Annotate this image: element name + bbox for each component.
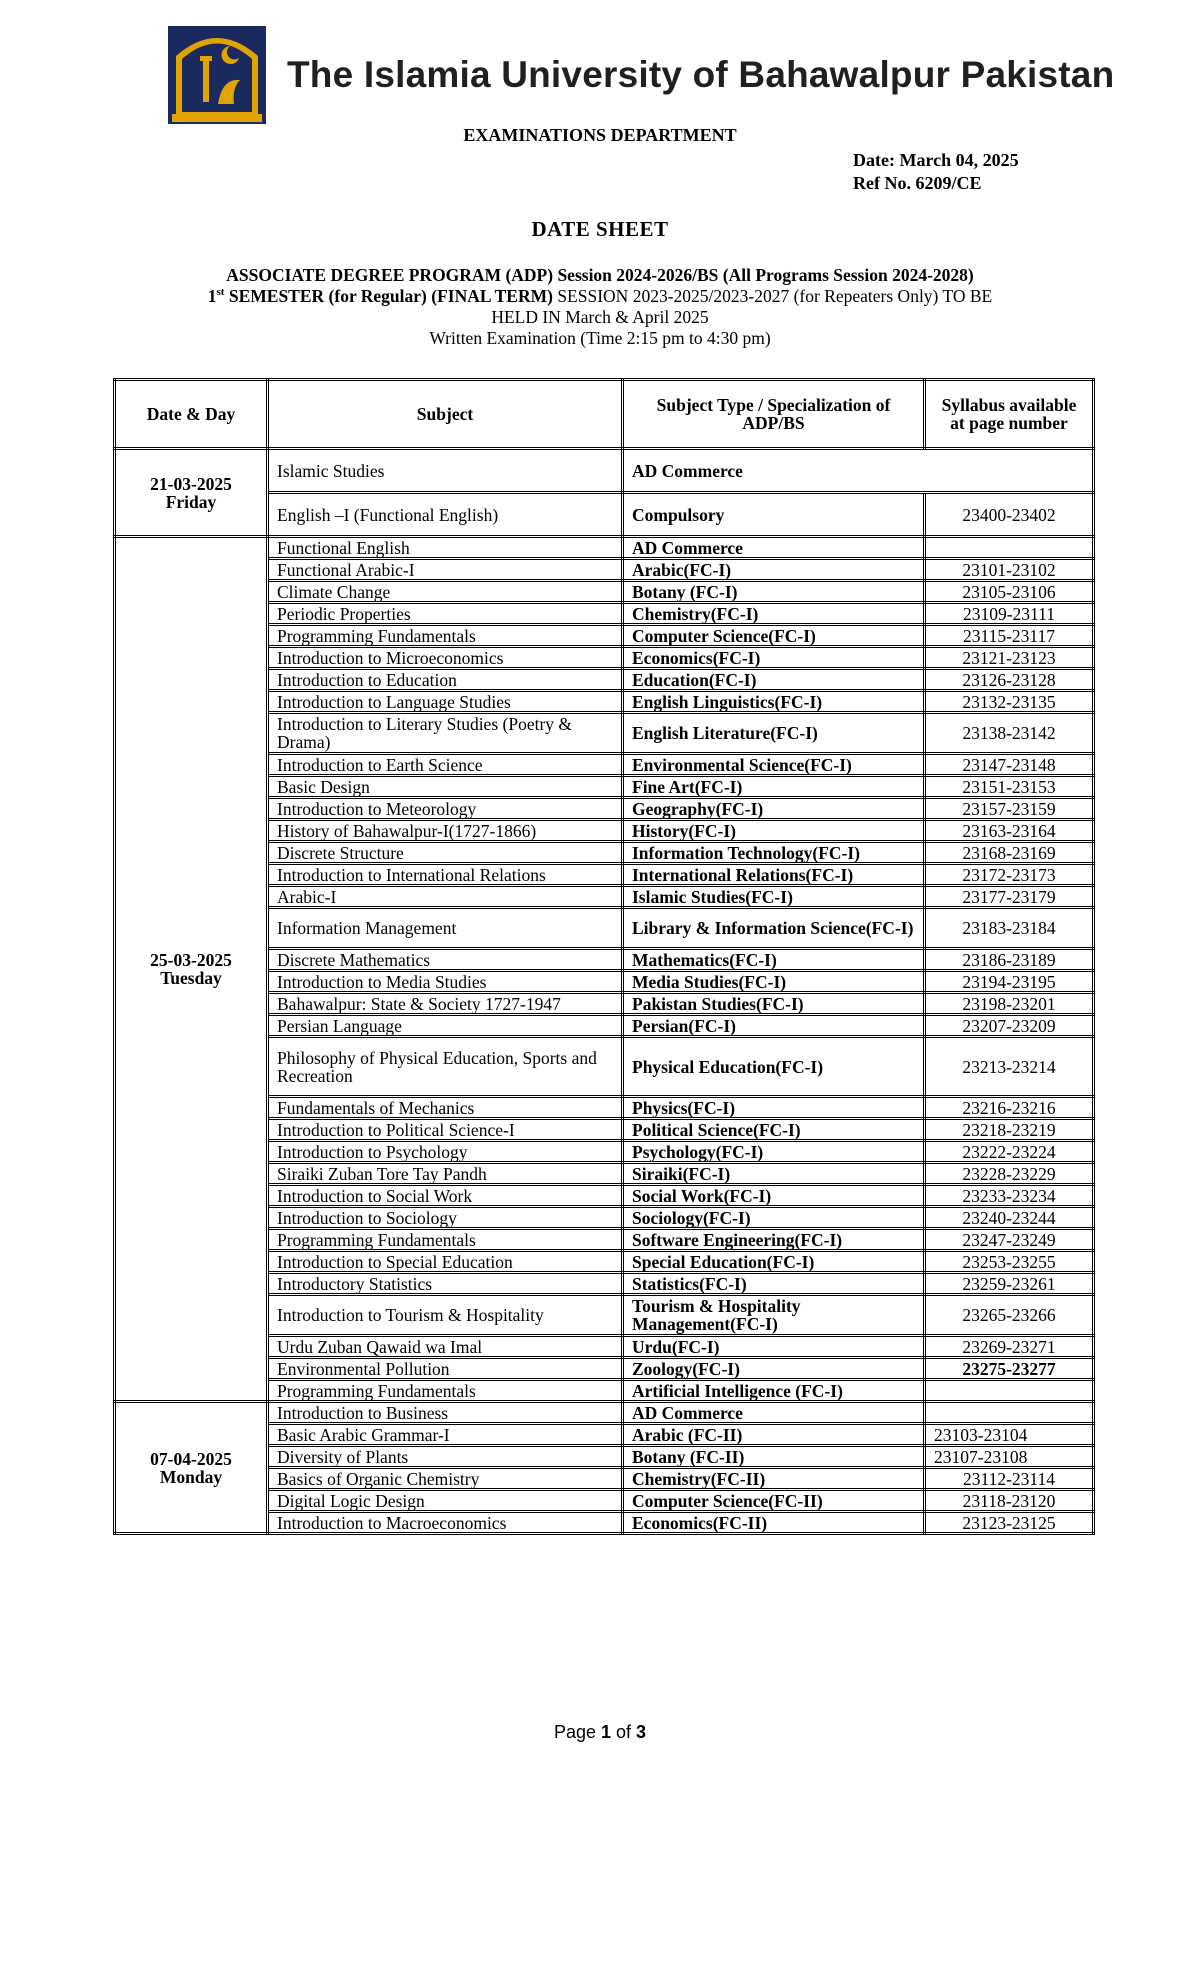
subject-cell: Basics of Organic Chemistry (268, 1468, 623, 1490)
syllabus-page-cell: 23103-23104 (925, 1424, 1094, 1446)
syllabus-page-cell: 23157-23159 (925, 798, 1094, 820)
subject-cell: Introduction to Media Studies (268, 971, 623, 993)
subject-type-cell: Environmental Science(FC-I) (623, 754, 925, 776)
exam-time: Written Examination (Time 2:15 pm to 4:30 pm) (429, 328, 771, 348)
exam-date-day (115, 537, 268, 1402)
subject-cell: Introduction to Political Science-I (268, 1119, 623, 1141)
program-line-3: HELD IN March & April 2025 (491, 307, 709, 327)
syllabus-page-cell (925, 537, 1094, 559)
page-title: DATE SHEET (531, 217, 669, 241)
syllabus-page-cell: 23265-23266 (925, 1295, 1094, 1336)
subject-cell: Siraiki Zuban Tore Tay Pandh (268, 1163, 623, 1185)
subject-type-cell: Computer Science(FC-I) (623, 625, 925, 647)
syllabus-page-cell: 23147-23148 (925, 754, 1094, 776)
syllabus-page-cell: 23168-23169 (925, 842, 1094, 864)
subject-cell: Introduction to Language Studies (268, 691, 623, 713)
subject-type-cell: AD Commerce (623, 449, 1094, 493)
exam-date: 25-03-2025 (150, 950, 232, 970)
date-sheet-table (113, 378, 1095, 1535)
subject-type-cell: English Linguistics(FC-I) (623, 691, 925, 713)
subject-cell: Introduction to Psychology (268, 1141, 623, 1163)
subject-type-cell: Sociology(FC-I) (623, 1207, 925, 1229)
syllabus-page-cell: 23107-23108 (925, 1446, 1094, 1468)
subject-cell: Introduction to Special Education (268, 1251, 623, 1273)
subject-type-cell: Political Science(FC-I) (623, 1119, 925, 1141)
syllabus-page-cell: 23194-23195 (925, 971, 1094, 993)
exam-day: Monday (159, 1466, 223, 1487)
syllabus-page-cell: 23109-23111 (925, 603, 1094, 625)
subject-cell: Introduction to Sociology (268, 1207, 623, 1229)
subject-type-cell: Psychology(FC-I) (623, 1141, 925, 1163)
date-ref-block (853, 149, 1019, 195)
subject-cell: Islamic Studies (268, 449, 623, 493)
subject-type-cell: Economics(FC-I) (623, 647, 925, 669)
subject-cell: Urdu Zuban Qawaid wa Imal (268, 1336, 623, 1358)
syllabus-page-cell: 23275-23277 (925, 1358, 1094, 1380)
subject-type-cell: Media Studies(FC-I) (623, 971, 925, 993)
subject-type-cell: Botany (FC-II) (623, 1446, 925, 1468)
subject-type-cell: Mathematics(FC-I) (623, 949, 925, 971)
exam-day: Friday (165, 491, 217, 512)
table-row (115, 449, 1094, 493)
subject-cell: Periodic Properties (268, 603, 623, 625)
subject-cell: Introduction to Tourism & Hospitality (268, 1295, 623, 1336)
syllabus-page-cell: 23132-23135 (925, 691, 1094, 713)
subject-cell: Information Management (268, 908, 623, 949)
syllabus-page-cell: 23151-23153 (925, 776, 1094, 798)
subject-type-cell: Tourism & Hospitality Management(FC-I) (623, 1295, 925, 1336)
program-description (120, 265, 1080, 349)
syllabus-page-cell: 23177-23179 (925, 886, 1094, 908)
subject-type-cell: Compulsory (623, 493, 925, 537)
subject-type-cell: Urdu(FC-I) (623, 1336, 925, 1358)
subject-cell: Basic Arabic Grammar-I (268, 1424, 623, 1446)
syllabus-page-cell (925, 1380, 1094, 1402)
subject-cell: Introduction to Meteorology (268, 798, 623, 820)
subject-type-cell: Special Education(FC-I) (623, 1251, 925, 1273)
subject-cell: Programming Fundamentals (268, 1229, 623, 1251)
subject-cell: Climate Change (268, 581, 623, 603)
syllabus-page-cell: 23183-23184 (925, 908, 1094, 949)
subject-type-cell: Software Engineering(FC-I) (623, 1229, 925, 1251)
syllabus-page-cell: 23213-23214 (925, 1037, 1094, 1097)
subject-cell: Fundamentals of Mechanics (268, 1097, 623, 1119)
syllabus-page-cell: 23115-23117 (925, 625, 1094, 647)
syllabus-page-cell: 23253-23255 (925, 1251, 1094, 1273)
subject-cell: Introduction to Earth Science (268, 754, 623, 776)
subject-type-cell: Chemistry(FC-II) (623, 1468, 925, 1490)
exam-day: Tuesday (160, 968, 222, 988)
table-header-row (115, 380, 1094, 449)
subject-cell: Introduction to Education (268, 669, 623, 691)
subject-cell: Programming Fundamentals (268, 1380, 623, 1402)
header-subject-type: Subject Type / Specialization of ADP/BS (623, 380, 925, 449)
subject-type-cell: English Literature(FC-I) (623, 713, 925, 754)
document-date: Date: March 04, 2025 (853, 150, 1019, 170)
program-line-1: ASSOCIATE DEGREE PROGRAM (ADP) Session 2024-2026/BS (All Programs Session 2024-2028) (226, 265, 974, 285)
university-crest-icon (168, 26, 266, 124)
syllabus-page-cell: 23269-23271 (925, 1336, 1094, 1358)
subject-type-cell: Library & Information Science(FC-I) (623, 908, 925, 949)
syllabus-page-cell: 23247-23249 (925, 1229, 1094, 1251)
subject-cell: Introduction to Macroeconomics (268, 1512, 623, 1534)
subject-cell: Functional Arabic-I (268, 559, 623, 581)
subject-cell: Introduction to Business (268, 1402, 623, 1424)
subject-type-cell: Chemistry(FC-I) (623, 603, 925, 625)
exam-date: 21-03-2025 (150, 473, 232, 494)
department-name: EXAMINATIONS DEPARTMENT (463, 125, 737, 145)
syllabus-page-cell: 23216-23216 (925, 1097, 1094, 1119)
subject-type-cell: AD Commerce (623, 1402, 925, 1424)
subject-cell: Discrete Mathematics (268, 949, 623, 971)
subject-type-cell: Pakistan Studies(FC-I) (623, 993, 925, 1015)
exam-date-day (115, 449, 268, 537)
subject-type-cell: Statistics(FC-I) (623, 1273, 925, 1295)
subject-cell: Philosophy of Physical Education, Sports and Recreation (268, 1037, 623, 1097)
header-syllabus-pages: Syllabus available at page number (925, 380, 1094, 449)
syllabus-page-cell: 23101-23102 (925, 559, 1094, 581)
subject-cell: Diversity of Plants (268, 1446, 623, 1468)
subject-type-cell: Computer Science(FC-II) (623, 1490, 925, 1512)
subject-type-cell: Information Technology(FC-I) (623, 842, 925, 864)
syllabus-page-cell: 23172-23173 (925, 864, 1094, 886)
subject-cell: Introduction to International Relations (268, 864, 623, 886)
subject-cell: English –I (Functional English) (268, 493, 623, 537)
syllabus-page-cell: 23198-23201 (925, 993, 1094, 1015)
header-date-day: Date & Day (115, 380, 268, 449)
syllabus-page-cell: 23400-23402 (925, 493, 1094, 537)
subject-type-cell: Arabic (FC-II) (623, 1424, 925, 1446)
document-header (0, 0, 1200, 241)
subject-type-cell: Zoology(FC-I) (623, 1358, 925, 1380)
syllabus-page-cell: 23163-23164 (925, 820, 1094, 842)
subject-cell: Digital Logic Design (268, 1490, 623, 1512)
syllabus-page-cell: 23207-23209 (925, 1015, 1094, 1037)
subject-cell: Programming Fundamentals (268, 625, 623, 647)
subject-type-cell: Social Work(FC-I) (623, 1185, 925, 1207)
subject-type-cell: AD Commerce (623, 537, 925, 559)
syllabus-page-cell: 23259-23261 (925, 1273, 1094, 1295)
subject-type-cell: Geography(FC-I) (623, 798, 925, 820)
syllabus-page-cell: 23105-23106 (925, 581, 1094, 603)
syllabus-page-cell: 23222-23224 (925, 1141, 1094, 1163)
subject-type-cell: Fine Art(FC-I) (623, 776, 925, 798)
subject-cell: Basic Design (268, 776, 623, 798)
header-subject: Subject (268, 380, 623, 449)
subject-type-cell: Artificial Intelligence (FC-I) (623, 1380, 925, 1402)
syllabus-page-cell: 23186-23189 (925, 949, 1094, 971)
subject-type-cell: Arabic(FC-I) (623, 559, 925, 581)
reference-number: Ref No. 6209/CE (853, 173, 982, 193)
subject-type-cell: Islamic Studies(FC-I) (623, 886, 925, 908)
syllabus-page-cell: 23233-23234 (925, 1185, 1094, 1207)
subject-type-cell: History(FC-I) (623, 820, 925, 842)
syllabus-page-cell (925, 1402, 1094, 1424)
syllabus-page-cell: 23126-23128 (925, 669, 1094, 691)
subject-cell: Environmental Pollution (268, 1358, 623, 1380)
subject-type-cell: Physical Education(FC-I) (623, 1037, 925, 1097)
subject-type-cell: Siraiki(FC-I) (623, 1163, 925, 1185)
subject-cell: Arabic-I (268, 886, 623, 908)
syllabus-page-cell: 23218-23219 (925, 1119, 1094, 1141)
subject-type-cell: Botany (FC-I) (623, 581, 925, 603)
subject-cell: Persian Language (268, 1015, 623, 1037)
subject-cell: History of Bahawalpur-I(1727-1866) (268, 820, 623, 842)
table-row (115, 1402, 1094, 1424)
subject-type-cell: Persian(FC-I) (623, 1015, 925, 1037)
subject-cell: Introduction to Microeconomics (268, 647, 623, 669)
subject-cell: Introduction to Social Work (268, 1185, 623, 1207)
subject-cell: Functional English (268, 537, 623, 559)
subject-cell: Introductory Statistics (268, 1273, 623, 1295)
table-row (115, 537, 1094, 559)
subject-type-cell: International Relations(FC-I) (623, 864, 925, 886)
exam-date: 07-04-2025 (150, 1448, 232, 1469)
subject-cell: Introduction to Literary Studies (Poetry & Drama) (268, 713, 623, 754)
subject-cell: Discrete Structure (268, 842, 623, 864)
syllabus-page-cell: 23228-23229 (925, 1163, 1094, 1185)
subject-cell: Bahawalpur: State & Society 1727-1947 (268, 993, 623, 1015)
syllabus-page-cell: 23112-23114 (925, 1468, 1094, 1490)
syllabus-page-cell: 23123-23125 (925, 1512, 1094, 1534)
syllabus-page-cell: 23118-23120 (925, 1490, 1094, 1512)
syllabus-page-cell: 23121-23123 (925, 647, 1094, 669)
university-name: The Islamia University of Bahawalpur Pakistan (287, 54, 1115, 95)
syllabus-page-cell: 23240-23244 (925, 1207, 1094, 1229)
subject-type-cell: Education(FC-I) (623, 669, 925, 691)
subject-type-cell: Physics(FC-I) (623, 1097, 925, 1119)
syllabus-page-cell: 23138-23142 (925, 713, 1094, 754)
exam-date-day (115, 1402, 268, 1534)
page-number: Page 1 of 3 (553, 1722, 647, 1742)
subject-type-cell: Economics(FC-II) (623, 1512, 925, 1534)
program-line-2: 1st SEMESTER (for Regular) (FINAL TERM) SESSION 2023-2025/2023-2027 (for Repeaters Only) TO BE (207, 286, 993, 306)
